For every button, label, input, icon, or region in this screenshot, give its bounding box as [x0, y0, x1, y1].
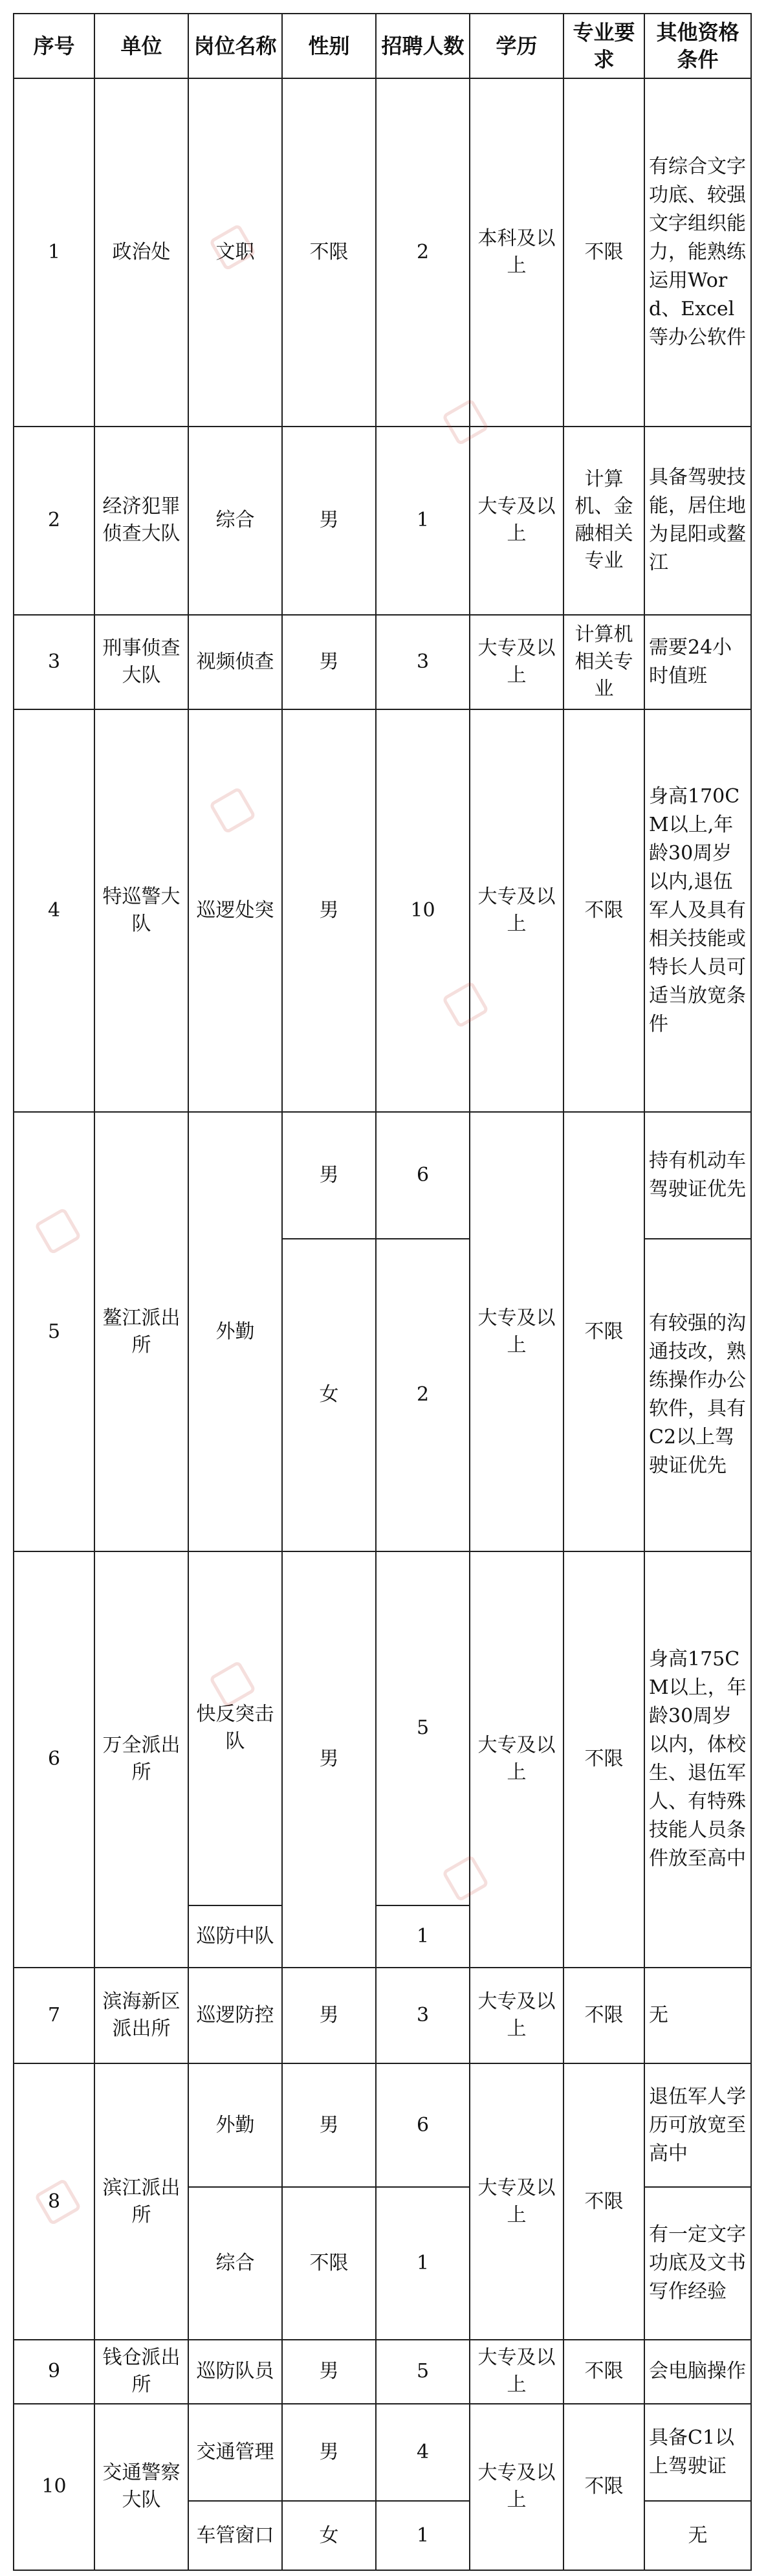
major-cell: 不限	[564, 1968, 644, 2064]
unit-cell: 政治处	[94, 78, 188, 427]
count-cell: 2	[376, 78, 470, 427]
table-row	[14, 615, 751, 709]
gender-cell: 男	[282, 427, 376, 615]
count-cell: 5	[376, 1551, 470, 1906]
header-cell: 其他资格条件	[644, 14, 751, 78]
gender-cell: 男	[282, 1112, 376, 1239]
header-cell: 专业要求	[564, 14, 644, 78]
post-cell: 外勤	[188, 2063, 282, 2187]
header-cell: 岗位名称	[188, 14, 282, 78]
seq-cell: 7	[14, 1968, 94, 2064]
post-cell: 文职	[188, 78, 282, 427]
seq-cell: 2	[14, 427, 94, 615]
post-cell: 交通管理	[188, 2404, 282, 2502]
major-cell: 不限	[564, 2404, 644, 2570]
header-cell: 学历	[470, 14, 564, 78]
major-cell: 不限	[564, 1551, 644, 1968]
condition-cell: 具备C1以上驾驶证	[644, 2404, 751, 2502]
unit-cell: 刑事侦查大队	[94, 615, 188, 709]
post-cell: 巡逻处突	[188, 709, 282, 1113]
post-cell: 外勤	[188, 1112, 282, 1551]
education-cell: 大专及以上	[470, 2340, 564, 2403]
unit-cell: 滨海新区派出所	[94, 1968, 188, 2064]
gender-cell: 男	[282, 1968, 376, 2064]
count-cell: 3	[376, 1968, 470, 2064]
education-cell: 大专及以上	[470, 1551, 564, 1968]
table-row	[14, 427, 751, 615]
education-cell: 大专及以上	[470, 1112, 564, 1551]
count-cell: 1	[376, 2187, 470, 2340]
unit-cell: 鳌江派出所	[94, 1112, 188, 1551]
header-cell: 性别	[282, 14, 376, 78]
seq-cell: 4	[14, 709, 94, 1113]
table-row	[14, 78, 751, 427]
major-cell: 计算机、金融相关专业	[564, 427, 644, 615]
education-cell: 本科及以上	[470, 78, 564, 427]
count-cell: 6	[376, 1112, 470, 1239]
major-cell: 不限	[564, 1112, 644, 1551]
education-cell: 大专及以上	[470, 709, 564, 1113]
major-cell: 不限	[564, 78, 644, 427]
seq-cell: 6	[14, 1551, 94, 1968]
seq-cell: 8	[14, 2063, 94, 2340]
education-cell: 大专及以上	[470, 427, 564, 615]
gender-cell: 不限	[282, 2187, 376, 2340]
recruitment-table	[13, 13, 752, 2571]
header-cell: 招聘人数	[376, 14, 470, 78]
condition-cell: 无	[644, 2501, 751, 2570]
condition-cell: 身高170CM以上,年龄30周岁以内,退伍军人及具有相关技能或特长人员可适当放宽条件	[644, 709, 751, 1113]
condition-cell: 无	[644, 1968, 751, 2064]
condition-cell: 会电脑操作	[644, 2340, 751, 2403]
post-cell: 车管窗口	[188, 2501, 282, 2570]
post-cell: 巡逻防控	[188, 1968, 282, 2064]
unit-cell: 经济犯罪侦查大队	[94, 427, 188, 615]
unit-cell: 滨江派出所	[94, 2063, 188, 2340]
unit-cell: 钱仓派出所	[94, 2340, 188, 2403]
post-cell: 综合	[188, 427, 282, 615]
condition-cell: 需要24小时值班	[644, 615, 751, 709]
major-cell: 不限	[564, 2340, 644, 2403]
seq-cell: 5	[14, 1112, 94, 1551]
education-cell: 大专及以上	[470, 615, 564, 709]
table-row	[14, 2340, 751, 2403]
gender-cell: 男	[282, 615, 376, 709]
post-cell: 综合	[188, 2187, 282, 2340]
unit-cell: 特巡警大队	[94, 709, 188, 1113]
count-cell: 2	[376, 1239, 470, 1551]
header-row	[14, 14, 751, 78]
seq-cell: 3	[14, 615, 94, 709]
header-cell: 单位	[94, 14, 188, 78]
gender-cell: 女	[282, 1239, 376, 1551]
major-cell: 不限	[564, 709, 644, 1113]
count-cell: 1	[376, 1905, 470, 1967]
count-cell: 10	[376, 709, 470, 1113]
count-cell: 3	[376, 615, 470, 709]
condition-cell: 有综合文字功底、较强文字组织能力，能熟练运用Word、Excel等办公软件	[644, 78, 751, 427]
count-cell: 5	[376, 2340, 470, 2403]
condition-cell: 有较强的沟通技改，熟练操作办公软件，具有C2以上驾驶证优先	[644, 1239, 751, 1551]
seq-cell: 1	[14, 78, 94, 427]
seq-cell: 10	[14, 2404, 94, 2570]
gender-cell: 男	[282, 709, 376, 1113]
count-cell: 1	[376, 427, 470, 615]
condition-cell: 退伍军人学历可放宽至高中	[644, 2063, 751, 2187]
count-cell: 4	[376, 2404, 470, 2502]
condition-cell: 持有机动车驾驶证优先	[644, 1112, 751, 1239]
major-cell: 不限	[564, 2063, 644, 2340]
table-row	[14, 1112, 751, 1239]
count-cell: 6	[376, 2063, 470, 2187]
count-cell: 1	[376, 2501, 470, 2570]
gender-cell: 男	[282, 2063, 376, 2187]
table-row	[14, 2404, 751, 2502]
gender-cell: 女	[282, 2501, 376, 2570]
post-cell: 快反突击队	[188, 1551, 282, 1906]
education-cell: 大专及以上	[470, 2063, 564, 2340]
condition-cell: 具备驾驶技能，居住地为昆阳或鳌江	[644, 427, 751, 615]
post-cell: 巡防中队	[188, 1905, 282, 1967]
education-cell: 大专及以上	[470, 1968, 564, 2064]
gender-cell: 男	[282, 1551, 376, 1968]
post-cell: 巡防队员	[188, 2340, 282, 2403]
seq-cell: 9	[14, 2340, 94, 2403]
condition-cell: 身高175CM以上，年龄30周岁以内，体校生、退伍军人、有特殊技能人员条件放至高中	[644, 1551, 751, 1968]
gender-cell: 不限	[282, 78, 376, 427]
gender-cell: 男	[282, 2404, 376, 2502]
header-cell: 序号	[14, 14, 94, 78]
table-row	[14, 2063, 751, 2187]
condition-cell: 有一定文字功底及文书写作经验	[644, 2187, 751, 2340]
table-row	[14, 709, 751, 1113]
unit-cell: 万全派出所	[94, 1551, 188, 1968]
post-cell: 视频侦查	[188, 615, 282, 709]
unit-cell: 交通警察大队	[94, 2404, 188, 2570]
gender-cell: 男	[282, 2340, 376, 2403]
table-row	[14, 1968, 751, 2064]
table-row	[14, 1551, 751, 1906]
major-cell: 计算机相关专业	[564, 615, 644, 709]
education-cell: 大专及以上	[470, 2404, 564, 2570]
